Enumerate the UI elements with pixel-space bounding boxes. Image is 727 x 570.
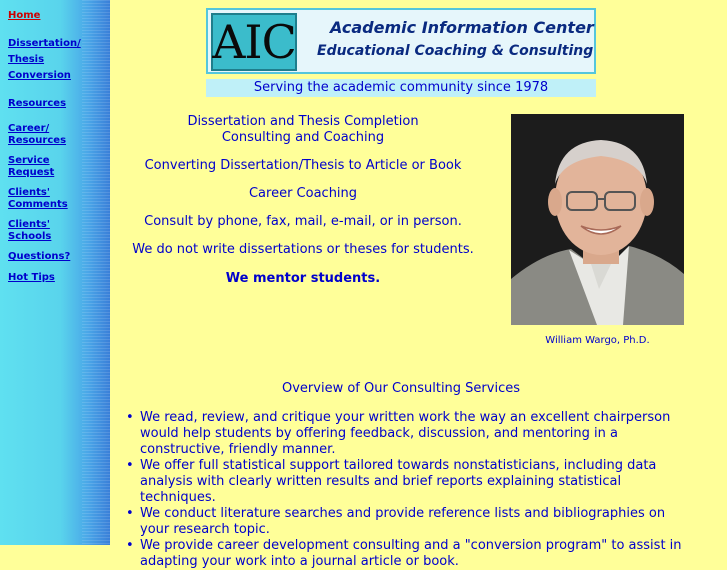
- nav-service[interactable]: Service: [8, 155, 50, 166]
- list-item: • We provide career development consulting and a "conversion program" to assist in adapting your work into a journal article or book.: [126, 538, 686, 570]
- nav-thesis[interactable]: Thesis: [8, 54, 45, 65]
- nav-resources[interactable]: Resources: [8, 98, 67, 109]
- nav-questions[interactable]: Questions?: [8, 251, 71, 262]
- overview-title: Overview of Our Consulting Services: [282, 381, 520, 396]
- nav-clients-comments-1[interactable]: Clients': [8, 187, 50, 198]
- aic-logo: [211, 13, 297, 71]
- photo-caption: William Wargo, Ph.D.: [545, 335, 650, 346]
- portrait-illustration: [511, 114, 684, 325]
- sidebar-stripes: [82, 0, 110, 545]
- header-logo-banner: [206, 8, 596, 74]
- intro-line-7: We mentor students.: [225, 271, 381, 286]
- nav-career[interactable]: Career/: [8, 123, 50, 134]
- intro-line-5: Consult by phone, fax, mail, e-mail, or in person.: [144, 214, 462, 229]
- nav-hot-tips[interactable]: Hot Tips: [8, 272, 55, 283]
- nav-dissertation[interactable]: Dissertation/: [8, 38, 81, 49]
- nav-home[interactable]: Home: [8, 10, 41, 21]
- nav-service-request[interactable]: Request: [8, 167, 55, 178]
- nav-career-resources[interactable]: Resources: [8, 135, 67, 146]
- list-item: • We conduct literature searches and provide reference lists and bibliographies on your research topic.: [126, 506, 686, 538]
- site-title: Academic Information Center: [330, 18, 594, 37]
- portrait-photo: [511, 114, 684, 325]
- logo-text: AIC: [212, 15, 296, 69]
- tagline: Serving the academic community since 1978: [206, 79, 596, 97]
- intro-line-6: We do not write dissertations or theses for students.: [132, 242, 474, 257]
- sidebar-nav: [0, 0, 110, 545]
- nav-clients-schools-1[interactable]: Clients': [8, 219, 50, 230]
- list-item: • We read, review, and critique your written work the way an excellent chairperson would help students by offering feedback, discussion, and mentoring in a constructive, friendly manner.: [126, 410, 686, 458]
- intro-line-4: Career Coaching: [248, 186, 358, 201]
- intro-line-1: Dissertation and Thesis Completion: [187, 114, 419, 129]
- nav-conversion[interactable]: Conversion: [8, 70, 71, 81]
- intro-line-2: Consulting and Coaching: [221, 130, 385, 145]
- list-item: • We offer full statistical support tailored towards nonstatisticians, including data analysis with clearly written results and brief reports explaining statistical techniques.: [126, 458, 686, 506]
- intro-line-3: Converting Dissertation/Thesis to Article or Book: [144, 158, 462, 173]
- services-list: [126, 410, 686, 570]
- site-subtitle: Educational Coaching & Consulting: [317, 43, 594, 59]
- nav-clients-comments-2[interactable]: Comments: [8, 199, 68, 210]
- nav-clients-schools-2[interactable]: Schools: [8, 231, 52, 242]
